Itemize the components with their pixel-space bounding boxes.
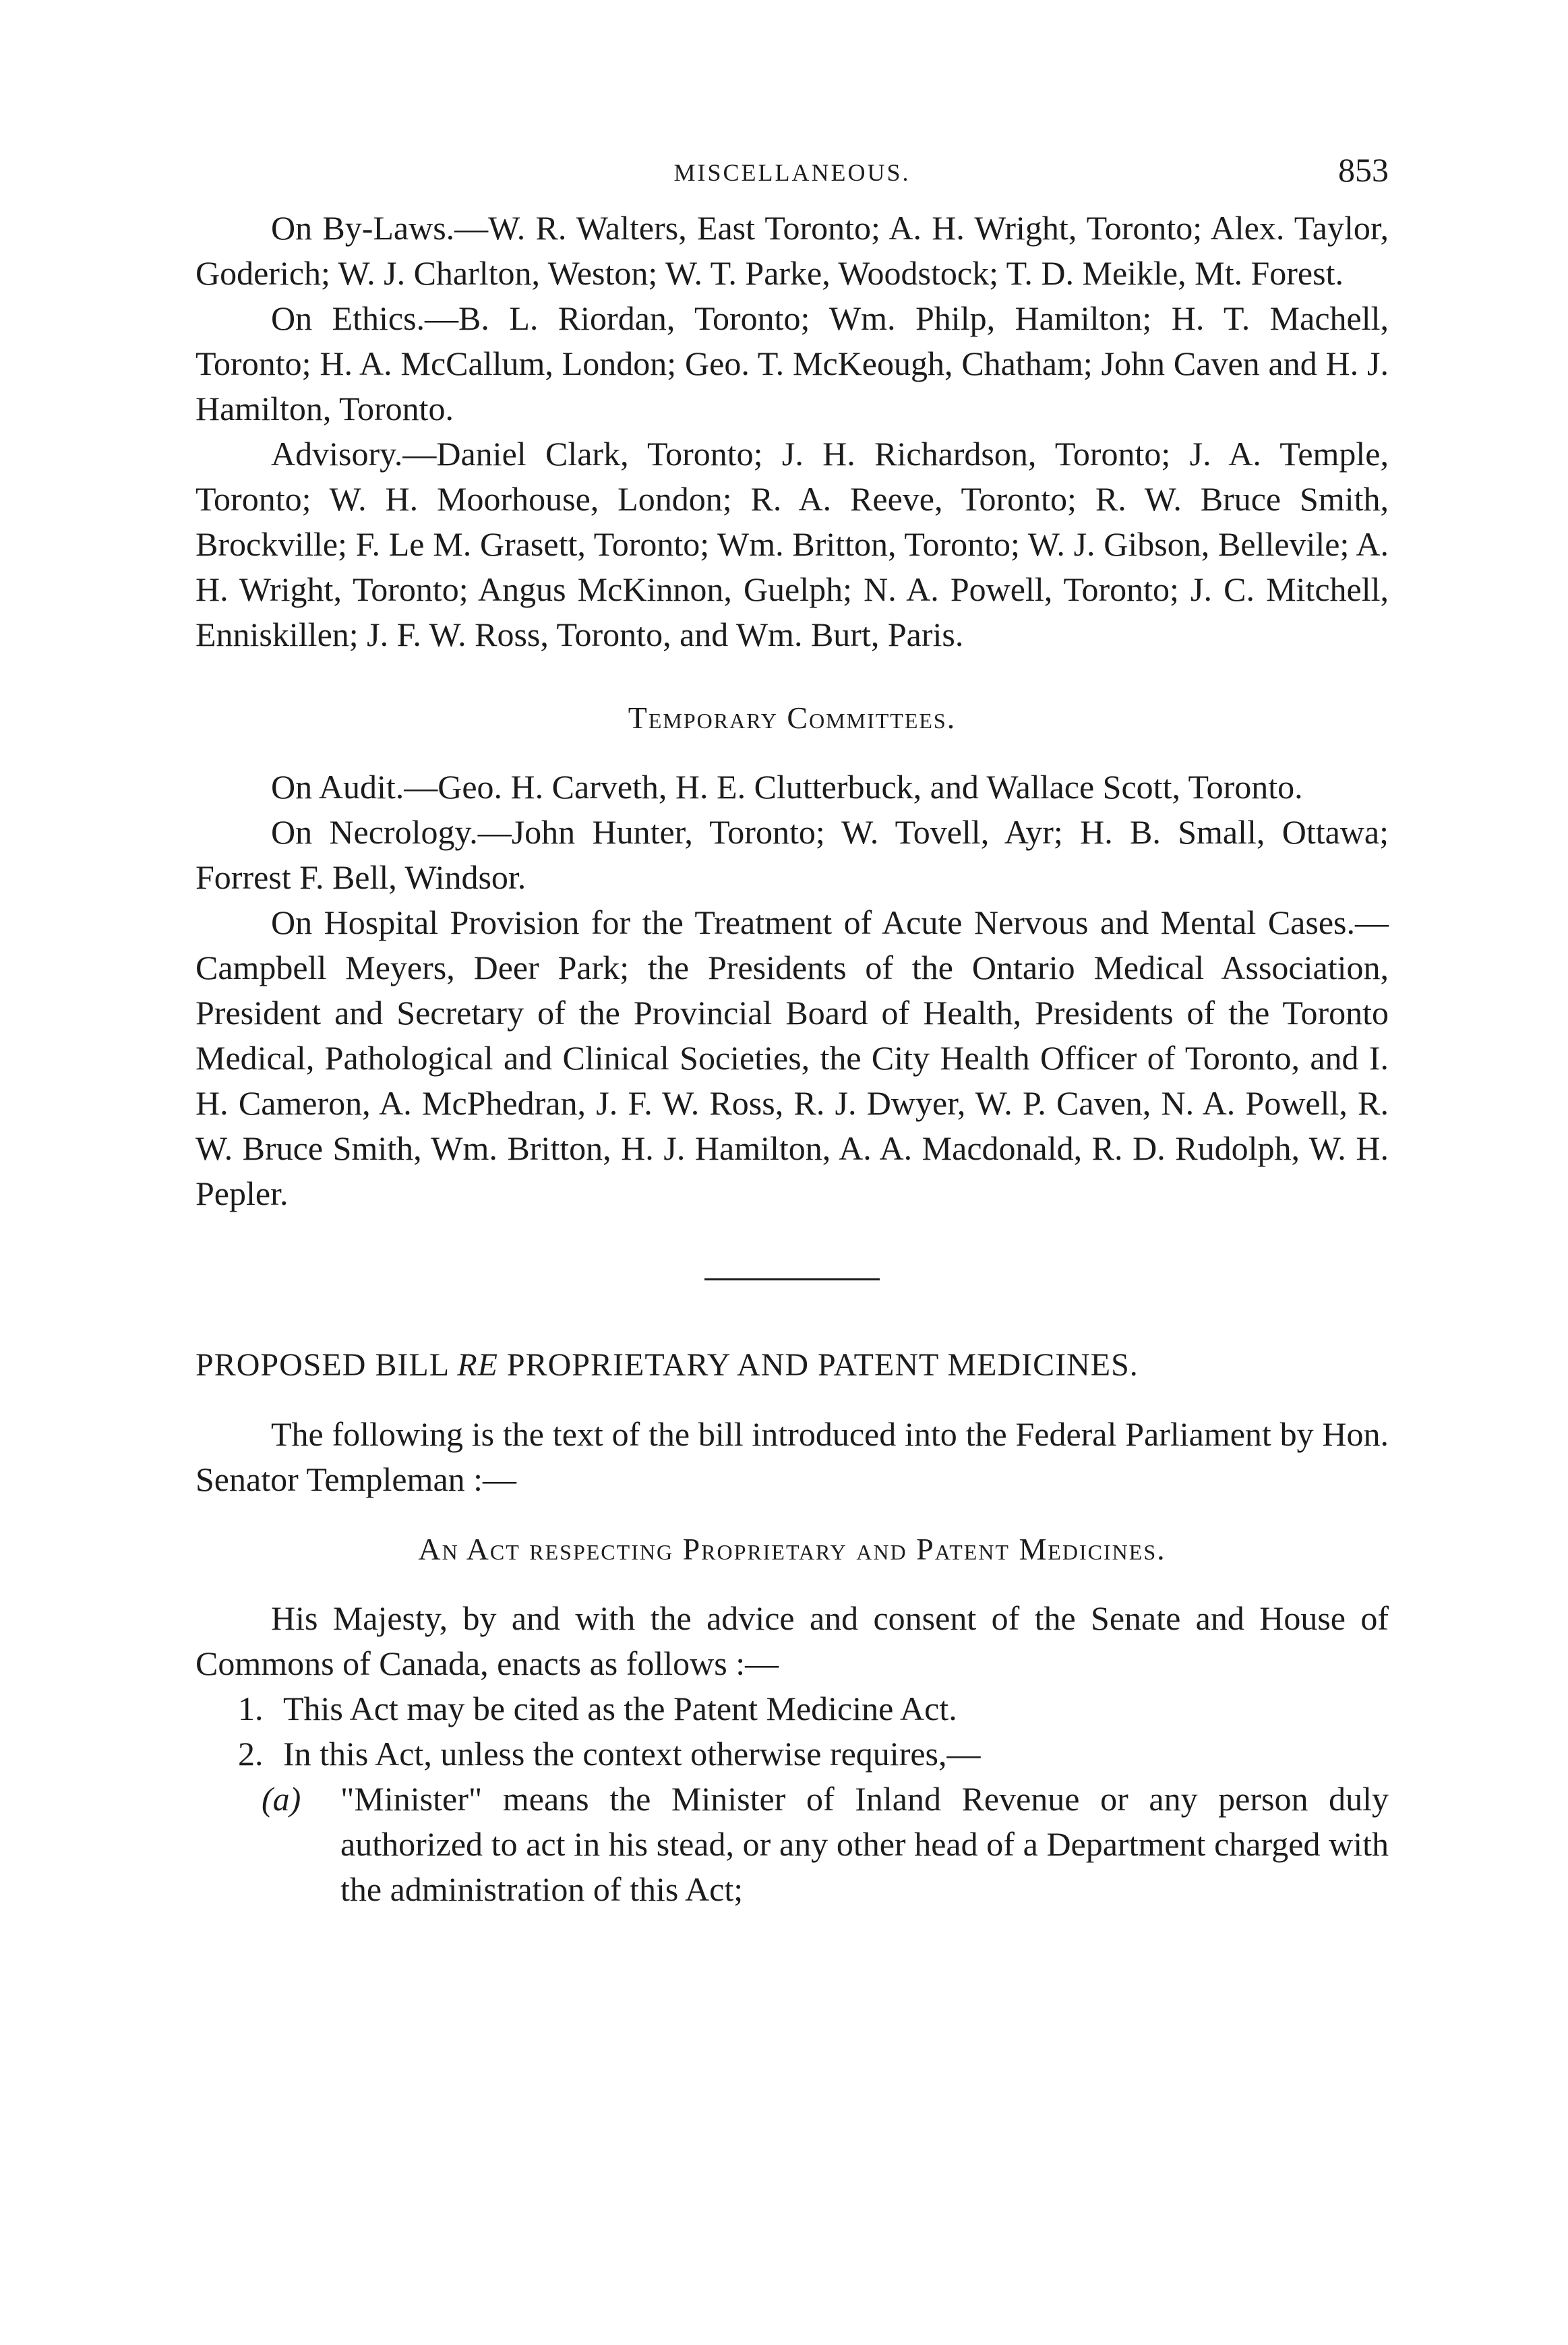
spacer: [195, 1280, 1389, 1318]
section-text: In this Act, unless the context otherwise requires,—: [283, 1735, 981, 1773]
bill-intro: The following is the text of the bill introduced into the Federal Parliament by Hon. Senator Templeman :—: [195, 1415, 1389, 1498]
bill-title-end: PROPRIETARY AND PATENT MEDICINES.: [497, 1347, 1139, 1383]
section-number: 1.: [238, 1690, 264, 1727]
necrology-label: On Necrology.: [271, 813, 478, 851]
section-text: This Act may be cited as the Patent Medicine Act.: [283, 1690, 957, 1727]
act-heading: An Act respecting Proprietary and Patent Medicines.: [418, 1532, 1166, 1566]
advisory-text: —Daniel Clark, Toronto; J. H. Richardson, Toronto; J. A. Temple, Toronto; W. H. Moorhouse, London; R. A. Reeve, Toronto; R. W. Bruce Smith, Brockville; F. Le M. Grasett, Toronto; Wm. Britton, Toronto; W. J. Gibson, Bellevile; A. H. Wright, Toronto; Angus McKinnon, Guelph; N. A. Powell, Toronto; J. C. Mitchell, Enniskillen; J. F. W. Ross, Toronto, and Wm. Burt, Paris.: [195, 435, 1389, 653]
hospital-paragraph: [195, 900, 1389, 1216]
spacer: [195, 1254, 1389, 1278]
necrology-text: —John Hunter, Toronto; W. Tovell, Ayr; H. B. Small, Ottawa; Forrest F. Bell, Windsor.: [195, 813, 1389, 896]
necrology-paragraph: [195, 810, 1389, 900]
running-head: MISCELLANEOUS.: [673, 159, 911, 186]
advisory-label: Advisory.: [271, 435, 403, 473]
act-section: [195, 1731, 1389, 1777]
section-number: 2.: [238, 1735, 264, 1773]
page-number: 853: [1338, 151, 1389, 189]
temporary-committees-heading: Temporary Committees.: [628, 701, 957, 735]
audit-paragraph: [195, 765, 1389, 810]
audit-text: —Geo. H. Carveth, H. E. Clutterbuck, and Wallace Scott, Toronto.: [404, 768, 1303, 806]
subsection-text: "Minister" means the Minister of Inland Revenue or any person duly authorized to act in his stead, or any other head of a Department charged with the administration of this Act;: [340, 1780, 1389, 1908]
spacer: [195, 1216, 1389, 1254]
bill-title: [195, 1342, 1389, 1388]
hospital-label: On Hospital Provision for the Treatment of Acute Nervous and Mental Cases.: [271, 903, 1355, 941]
bylaws-paragraph: [195, 206, 1389, 296]
spacer: [195, 657, 1389, 695]
page-header: [195, 145, 1389, 199]
bill-title-re: RE: [457, 1347, 498, 1383]
hospital-text: —Campbell Meyers, Deer Park; the Presidents of the Ontario Medical Association, President and Secretary of the Provincial Board of Health, Presidents of the Toronto Medical, Pathological and Clinical Societies, the City Health Officer of Toronto, and I. H. Cameron, A. McPhedran, J. F. W. Ross, R. J. Dwyer, W. P. Caven, N. A. Powell, R. W. Bruce Smith, Wm. Britton, H. J. Hamilton, A. A. Macdonald, R. D. Rudolph, W. H. Pepler.: [195, 903, 1389, 1212]
spacer: [195, 740, 1389, 765]
act-section: [195, 1686, 1389, 1731]
subsection-letter: (a): [262, 1780, 301, 1818]
ethics-paragraph: [195, 296, 1389, 432]
audit-label: On Audit.: [271, 768, 404, 806]
spacer: [195, 1318, 1389, 1342]
ethics-label: On Ethics.: [271, 299, 425, 337]
act-subsection: [195, 1777, 1389, 1912]
spacer: [195, 1502, 1389, 1526]
enacting-clause: His Majesty, by and with the advice and consent of the Senate and House of Commons of Canada, enacts as follows :—: [195, 1599, 1389, 1682]
advisory-paragraph: [195, 432, 1389, 657]
spacer: [195, 1388, 1389, 1412]
bill-title-start: PROPOSED BILL: [195, 1347, 458, 1383]
spacer: [195, 1572, 1389, 1596]
ethics-text: —B. L. Riordan, Toronto; Wm. Philp, Hamilton; H. T. Machell, Toronto; H. A. McCallum, London; Geo. T. McKeough, Chatham; John Caven and H. J. Hamilton, Toronto.: [195, 299, 1389, 427]
bylaws-label: On By-Laws.: [271, 209, 455, 247]
bylaws-text: —W. R. Walters, East Toronto; A. H. Wright, Toronto; Alex. Taylor, Goderich; W. J. Charlton, Weston; W. T. Parke, Woodstock; T. D. Meikle, Mt. Forest.: [195, 209, 1389, 292]
page-body: [195, 206, 1389, 1912]
